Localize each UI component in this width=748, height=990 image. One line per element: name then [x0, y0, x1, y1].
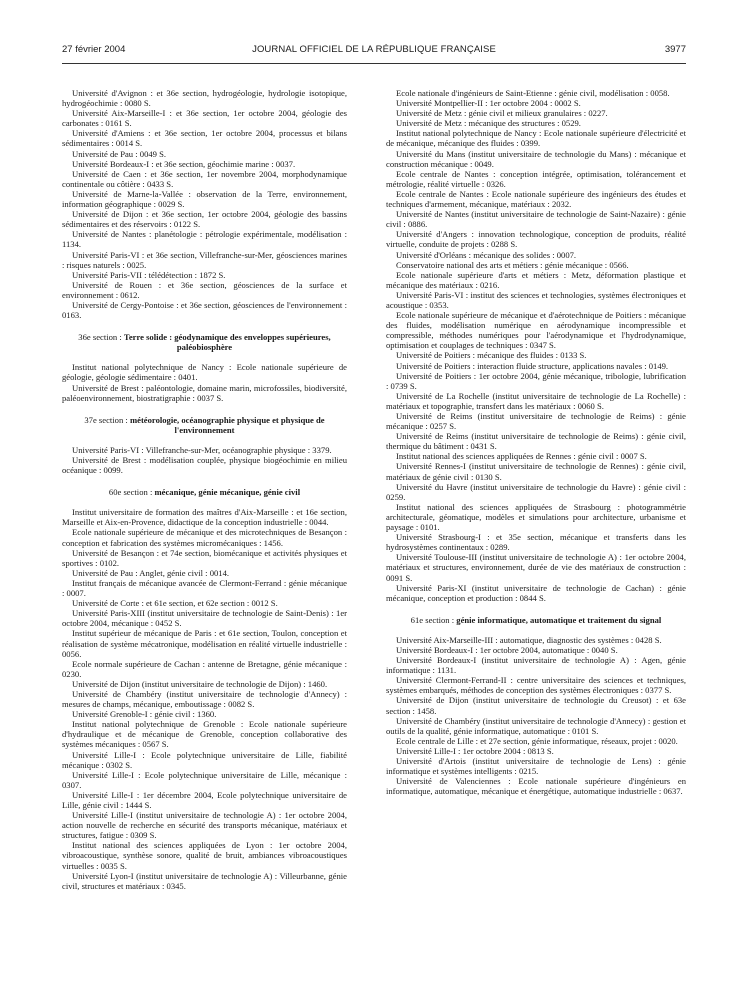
entry-paragraph: Institut national polytechnique de Nancy : Ecole nationale supérieure de géologie, géologie sédimentaire : 0401. — [62, 362, 347, 383]
section-heading — [62, 487, 347, 497]
entry-paragraph: Institut national polytechnique de Nancy : Ecole nationale supérieure d'électricité et de mécanique, mécanique des fluides : 0399. — [386, 128, 686, 149]
entry-paragraph: Ecole centrale de Lille : et 27e section, génie informatique, réseaux, projet : 0020. — [396, 735, 678, 746]
entry-paragraph: Université Lille-I : 1er octobre 2004 : 0813 S. — [396, 745, 554, 756]
entry-paragraph: Université Aix-Marseille-III : automatique, diagnostic des systèmes : 0428 S. — [396, 634, 662, 645]
entry-paragraph: Ecole nationale supérieure de mécanique et des microtechniques de Besançon : conception et fabrication des systèmes micromécaniques : 1456. — [62, 527, 347, 548]
entry-paragraph: Université Lille-I : Ecole polytechnique universitaire de Lille, mécanique : 0307. — [62, 769, 347, 790]
entry-paragraph: Université de Dijon : et 36e section, 1er octobre 2004, géologie des bassins sédimentaires et des réservoirs : 0122 S. — [62, 209, 347, 230]
section-heading — [386, 615, 686, 625]
entry-paragraph: Université de Pau : Anglet, génie civil : 0014. — [72, 567, 230, 578]
entry-paragraph: Université de Poitiers : interaction fluide structure, applications navales : 0149. — [396, 360, 669, 371]
entry-paragraph: Institut national des sciences appliquées de Lyon : 1er octobre 2004, vibroacoustique, synthèse sonore, qualité de bruit, ambiances vibroacoustiques virtuelles : 0035 S. — [62, 840, 347, 871]
entry-paragraph: Université Strasbourg-I : et 35e section, mécanique et transferts dans les hydrosystèmes continentaux : 0289. — [386, 532, 686, 553]
entry-paragraph: Université de Valenciennes : Ecole nationale supérieure d'ingénieurs en informatique, automatique, mécanique et énergétique, automatique industrielle : 0637. — [386, 776, 686, 797]
entry-paragraph: Université Bordeaux-I : et 36e section, géochimie marine : 0037. — [72, 158, 296, 169]
page-number: 3977 — [664, 44, 686, 55]
entry-paragraph: Ecole nationale d'ingénieurs de Saint-Etienne : génie civil, modélisation : 0058. — [396, 88, 670, 98]
entry-paragraph: Université d'Avignon : et 36e section, hydrogéologie, hydrologie isotopique, hydrogéochimie : 0080 S. — [62, 88, 347, 109]
page-header — [62, 44, 686, 58]
entry-paragraph: Institut national des sciences appliquées de Rennes : génie civil : 0007 S. — [396, 451, 647, 462]
entry-paragraph: Université de Besançon : et 74e section, biomécanique et activités physiques et sportives : 0102. — [62, 547, 347, 568]
entry-paragraph: Université Lyon-I (institut universitaire de technologie A) : Villeurbanne, génie civil, structures et matériaux : 0345. — [62, 870, 347, 891]
entry-paragraph: Université de Reims (institut universitaire de technologie de Reims) : génie mécanique : 0257 S. — [386, 411, 686, 432]
entry-paragraph: Université de Dijon (institut universitaire de technologie de Dijon) : 1460. — [72, 678, 328, 689]
entry-paragraph: Université de Marne-la-Vallée : observation de la Terre, environnement, information géographique : 0029 S. — [62, 188, 347, 210]
entry-paragraph: Ecole nationale supérieure d'arts et métiers : Metz, déformation plastique et mécanique des matériaux : 0216. — [386, 269, 686, 290]
entry-paragraph: Université Paris-VII : télédétection : 1872 S. — [72, 269, 226, 280]
entry-paragraph: Université Grenoble-I : génie civil : 1360. — [72, 709, 217, 720]
entry-paragraph: Université Clermont-Ferrand-II : centre universitaire des sciences et techniques, systèmes embarqués, méthodes de conception des systèmes électroniques : 0377 S. — [386, 675, 686, 696]
entry-paragraph: Université de Brest : paléontologie, domaine marin, microfossiles, biodiversité, paléoenvironnement, biostratigraphie : 0037 S. — [62, 382, 347, 403]
entry-paragraph: Université d'Artois (institut universitaire de technologie de Lens) : génie informatique et systèmes intelligents : 0215. — [386, 756, 686, 777]
section-heading — [62, 415, 347, 435]
entry-paragraph: Université de Poitiers : 1er octobre 2004, génie mécanique, tribologie, lubrification : 0739 S. — [386, 370, 686, 391]
entry-paragraph: Université Rennes-I (institut universitaire de technologie de Rennes) : génie civil, matériaux de génie civil : 0130 S. — [386, 461, 686, 482]
entry-paragraph: Université de La Rochelle (institut universitaire de technologie de La Rochelle) : matériaux et topographie, transfert dans les matériaux : 0060 S. — [386, 390, 686, 411]
entry-paragraph: Université d'Amiens : et 36e section, 1er octobre 2004, processus et bilans sédimentaires : 0014 S. — [62, 128, 347, 149]
entry-paragraph: Ecole centrale de Nantes : conception intégrée, optimisation, tolérancement et métrologie, réalité virtuelle : 0326. — [386, 168, 686, 189]
entry-paragraph: Université Lille-I : Ecole polytechnique universitaire de Lille, fiabilité mécanique : 0302 S. — [62, 749, 347, 770]
entry-paragraph: Université de Nantes (institut universitaire de technologie de Saint-Nazaire) : génie civil : 0886. — [386, 209, 686, 230]
entry-paragraph: Institut français de mécanique avancée de Clermont-Ferrand : génie mécanique : 0007. — [62, 577, 347, 599]
entry-paragraph: Université de Brest : modélisation couplée, physique biogéochimie en milieu océanique : 0099. — [62, 455, 347, 476]
header-date: 27 février 2004 — [62, 44, 126, 55]
right-column — [386, 88, 686, 983]
header-title: JOURNAL OFFICIEL DE LA RÉPUBLIQUE FRANÇAISE — [252, 44, 496, 55]
entry-paragraph: Université Toulouse-III (institut universitaire de technologie A) : 1er octobre 2004, matériaux et structures, environnement, durée de vie des matériaux de construction : 0091 S. — [386, 552, 686, 583]
entry-paragraph: Université de Dijon (institut universitaire de technologie du Creusot) : et 63e section : 1458. — [386, 695, 686, 716]
entry-paragraph: Université du Havre (institut universitaire de technologie du Havre) : génie civil : 0259. — [386, 481, 686, 502]
entry-paragraph: Ecole normale supérieure de Cachan : antenne de Bretagne, génie mécanique : 0230. — [62, 658, 347, 679]
entry-paragraph: Université de Cergy-Pontoise : et 36e section, géosciences de l'environnement : 0163. — [62, 299, 347, 321]
section-title: météorologie, océanographie physique et physique de l'environnement — [129, 414, 325, 435]
section-number: 60e section : — [108, 487, 155, 498]
entry-paragraph: Institut supérieur de mécanique de Paris : et 61e section, Toulon, conception et réalisation de système mécatronique, modélisation en réalité virtuelle industrielle : 0056. — [62, 628, 347, 659]
entry-paragraph: Université Bordeaux-I (institut universitaire de technologie A) : Agen, génie informatique : 1131. — [386, 655, 686, 676]
entry-paragraph: Université de Nantes : planétologie : pétrologie expérimentale, modélisation : 1134. — [62, 229, 347, 250]
entry-paragraph: Université de Chambéry (institut universitaire de technologie d'Annecy) : mesures de champs, mécanique, emboutissage : 0082 S. — [62, 688, 347, 710]
section-title: génie informatique, automatique et traitement du signal — [456, 614, 662, 625]
entry-paragraph: Université Aix-Marseille-I : et 36e section, 1er octobre 2004, géologie des carbonates : 0161 S. — [62, 108, 347, 129]
entry-paragraph: Université Bordeaux-I : 1er octobre 2004, automatique : 0040 S. — [396, 644, 618, 655]
entry-paragraph: Université d'Angers : innovation technologique, conception de produits, réalité virtuelle, conduite de projets : 0288 S. — [386, 229, 686, 250]
entry-paragraph: Université Paris-XI (institut universitaire de technologie de Cachan) : génie mécanique, conception et production : 0844 S. — [386, 582, 686, 603]
entry-paragraph: Conservatoire national des arts et métiers : génie mécanique : 0566. — [396, 259, 629, 270]
entry-paragraph: Ecole centrale de Nantes : Ecole nationale supérieure des ingénieurs des études et techniques d'armement, mécanique, matériaux : 2032. — [386, 188, 686, 210]
entry-paragraph: Université de Poitiers : mécanique des fluides : 0133 S. — [396, 350, 587, 361]
entry-paragraph: Université d'Orléans : mécanique des solides : 0007. — [396, 249, 577, 260]
entry-paragraph: Université de Metz : mécanique des structures : 0529. — [396, 118, 581, 129]
entry-paragraph: Université de Corte : et 61e section, et 62e section : 0012 S. — [72, 598, 278, 609]
entry-paragraph: Université Paris-XIII (institut universitaire de technologie de Saint-Denis) : 1er octobre 2004, mécanique : 0452 S. — [62, 608, 347, 629]
entry-paragraph: Université Paris-VI : institut des sciences et technologies, systèmes électroniques et acoustique : 0353. — [386, 289, 686, 310]
entry-paragraph: Université de Caen : et 36e section, 1er novembre 2004, morphodynamique continentale ou côtière : 0433 S. — [62, 168, 347, 189]
section-number: 36e section : — [78, 332, 124, 343]
entry-paragraph: Université Lille-I : 1er décembre 2004, Ecole polytechnique universitaire de Lille, génie civil : 1444 S. — [62, 789, 347, 810]
section-heading — [62, 332, 347, 352]
section-title: Terre solide : géodynamique des enveloppes supérieures, paléobiosphère — [123, 332, 331, 353]
entry-paragraph: Université du Mans (institut universitaire de technologie du Mans) : mécanique et construction mécanique : 0049. — [386, 148, 686, 169]
entry-paragraph: Université Paris-VI : Villefranche-sur-Mer, océanographie physique : 3379. — [72, 444, 332, 455]
header-rule — [62, 63, 686, 64]
entry-paragraph: Université Paris-VI : et 36e section, Villefranche-sur-Mer, géosciences marines : risques naturels : 0025. — [62, 249, 347, 270]
entry-paragraph: Institut national des sciences appliquées de Strasbourg : photogrammétrie architecturale, géomatique, modèles et simulations pour architecture, urbanisme et paysage : 0101. — [386, 501, 686, 533]
entry-paragraph: Université de Reims (institut universitaire de technologie de Reims) : génie civil, thermique du bâtiment : 0431 S. — [386, 431, 686, 452]
entry-paragraph: Université de Rouen : et 36e section, géosciences de la surface et environnement : 0612. — [62, 279, 347, 300]
section-title: mécanique, génie mécanique, génie civil — [154, 487, 301, 498]
entry-paragraph: Université de Pau : 0049 S. — [72, 148, 167, 159]
section-number: 61e section : — [410, 614, 457, 625]
entry-paragraph: Institut universitaire de formation des maîtres d'Aix-Marseille : et 16e section, Marseille et Aix-en-Provence, didactique de la conception industrielle : 0044. — [62, 507, 347, 528]
entry-paragraph: Institut national polytechnique de Grenoble : Ecole nationale supérieure d'hydraulique et de mécanique de Grenoble, conception collaborative des systèmes mécaniques : 0567 S. — [62, 719, 347, 750]
entry-paragraph: Université Lille-I (institut universitaire de technologie A) : 1er octobre 2004, action nouvelle de recherche en sécurité des transports mécanique, matériaux et structures, fatigue : 0309 S. — [62, 810, 347, 841]
section-number: 37e section : — [84, 414, 130, 425]
entry-paragraph: Université de Chambéry (institut universitaire de technologie d'Annecy) : gestion et outils de la qualité, génie informatique, automatique : 0101 S. — [386, 715, 686, 736]
left-column — [62, 88, 347, 983]
entry-paragraph: Université Montpellier-II : 1er octobre 2004 : 0002 S. — [396, 98, 581, 109]
entry-paragraph: Université de Metz : génie civil et milieux granulaires : 0227. — [396, 108, 608, 119]
entry-paragraph: Ecole nationale supérieure de mécanique et d'aérotechnique de Poitiers : mécanique des fluides, modélisation numérique en aérodynamique incompressible et compressible, méthodes numériques pour l'aérodynamique et l'hydrodynamique, optimisation et couplages de techniques : 0347 S. — [386, 310, 686, 351]
